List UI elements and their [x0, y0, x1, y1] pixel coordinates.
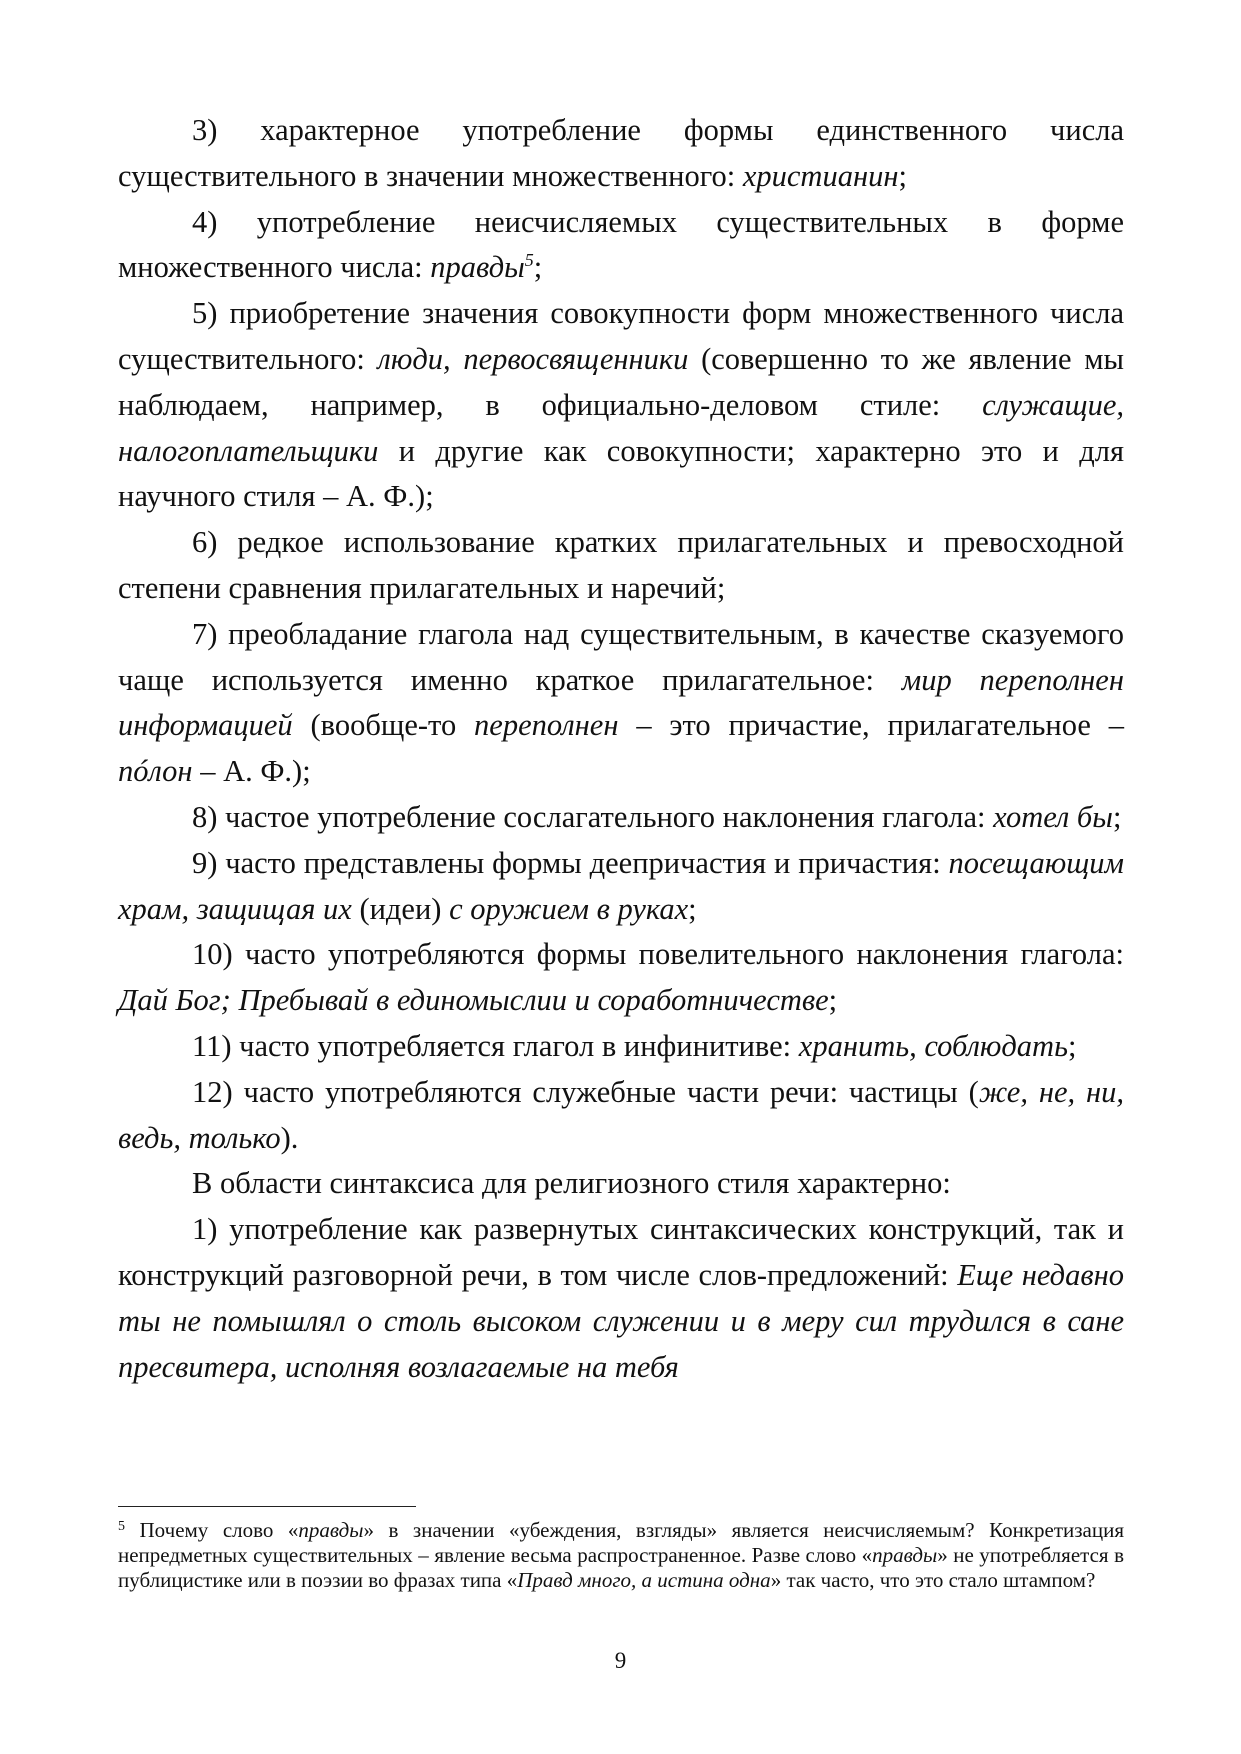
- list-item-3: 3) характерное употребление формы единственного числа существительного в значении множественного: христианин;: [118, 113, 1124, 193]
- page-number: 9: [614, 1648, 627, 1673]
- list-item-7: 7) преобладание глагола над существительным, в качестве сказуемого чаще используется именно краткое прилагательное: мир переполнен информацией (вообще-то переполнен – это причастие, прилагательное – пóлон – А. Ф.);: [118, 616, 1124, 789]
- footnote-number: 5: [118, 1519, 125, 1534]
- list-item-5: 5) приобретение значения совокупности форм множественного числа существительного: люди, первосвященники (совершенно то же явление мы наблюдаем, например, в официально-деловом стиле: служащие, налогоплательщики и другие как совокупности; характерно это и для научного стиля – А. Ф.);: [118, 296, 1124, 514]
- list-item-12: 12) часто употребляются служебные части речи: частицы (же, не, ни, ведь, только).: [118, 1074, 1124, 1155]
- footnote: $^5$ Почему слово «правды» в значении «убеждения, взгляды» является неисчисляемым? Конкретизация непредметных существительных – явление весьма распространенное. Разве слово «правды» не употребляется в публицистике или в поэзии во фразах типа «Правд много, а истина одна» так часто, что это стало штампом?: [118, 1518, 1124, 1592]
- list-item-9: 9) часто представлены формы деепричастия и причастия: посещающим храм, защищая их (идеи) с оружием в руках;: [118, 845, 1124, 926]
- syntax-intro: В области синтаксиса для религиозного стиля характерно:: [192, 1166, 951, 1201]
- list-item-4: 4) употребление неисчисляемых существительных в форме множественного числа: правды$^5$;: [118, 204, 1124, 285]
- page-body: [118, 108, 1124, 1390]
- list-item-10: 10) часто употребляются формы повелительного наклонения глагола: Дай Бог; Пребывай в единомыслии и соработничестве;: [118, 937, 1124, 1018]
- footnote-reference[interactable]: 5: [524, 250, 534, 271]
- footnote-divider: [118, 1506, 416, 1507]
- list-item-6: 6) редкое использование кратких прилагательных и превосходной степени сравнения прилагательных и наречий;: [118, 525, 1124, 605]
- list-item-8: 8) частое употребление сослагательного наклонения глагола: хотел бы;: [192, 799, 1122, 834]
- syntax-item-1: 1) употребление как развернутых синтаксических конструкций, так и конструкций разговорной речи, в том числе слов-предложений: Еще недавно ты не помышлял о столь высоком служении и в меру сил трудился в сане пресвитера, исполняя возлагаемые на тебя: [118, 1212, 1124, 1384]
- list-item-11: 11) часто употребляется глагол в инфинитиве: хранить, соблюдать;: [192, 1028, 1077, 1063]
